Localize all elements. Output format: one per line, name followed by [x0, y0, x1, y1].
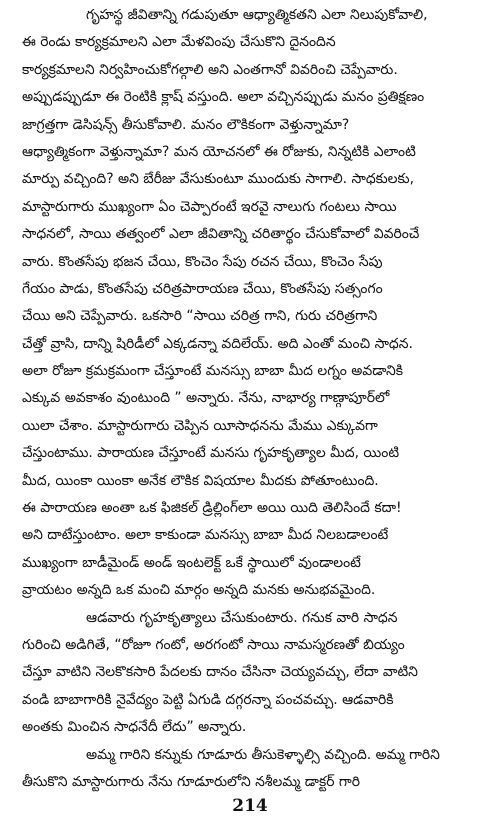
- text-line: ముఖ్యంగా బాడీమైండ్ అండ్ ఇంటలెక్ట్ ఒకే స్థాయిలో వుండాలంటే: [22, 554, 361, 571]
- text-line: సాధనలో, సాయి తత్వంలో ఎలా జీవితాన్ని చరితార్థం చేసుకోవాలో వివరించే: [22, 226, 420, 243]
- text-line: మాస్టారుగారు ముఖ్యంగా ఏం చెప్పారంటే ఇరవై నాలుగు గంటలు సాయి: [22, 198, 397, 215]
- text-line: చేస్తూ వాటిని నెలకొకసారి పేదలకు దానం చేసినా చెయ్యవచ్చు, లేదా వాటిని: [22, 664, 418, 681]
- text-line: వ్రాయటం అన్నది ఒక మంచి మార్గం అన్నది మనకు అనుభవమైంది.: [22, 582, 376, 599]
- text-line: ఈ పారాయణ అంతా ఒక ఫిజికల్ డ్రిల్లింగ్‌లా అయి యిది తెలిసిందే కదా!: [22, 500, 402, 517]
- text-line: వండి బాబాగారికి నైవేద్యం పెట్టి ఏగుడి దగ్గరన్నా పంచవచ్చు. ఆడవారికి: [22, 691, 394, 708]
- text-line: అని దాటేస్తుంటాం. అలా కాకుండా మనస్సు బాబా మీద నిలబడాలంటే: [22, 527, 389, 544]
- text-line: చేయి అని చెప్పేవారు. ఒకసారి “సాయి చరిత్ర గాని, గురు చరిత్రగాని: [22, 308, 378, 325]
- text-line: మార్పు వచ్చింది? అని బేరీజు వేసుకుంటూ ముందుకు సాగాలి. సాధకులకు,: [22, 171, 415, 188]
- text-line: గురించి అడిగితే, “రోజూ గంటో, అరగంటో సాయి నామస్మరణతో బియ్యం: [22, 636, 405, 653]
- body-text: [22, 2, 488, 796]
- text-line: గృహస్థ జీవితాన్ని గడుపుతూ ఆధ్యాత్మికతని ఎలా నిలుపుకోవాలి,: [86, 7, 428, 23]
- text-line: కార్యక్రమాలని నిర్వహించుకోగల్గాలి అని ఎంతగానో వివరించి చెప్పేవారు.: [22, 61, 398, 78]
- text-line: అప్పుడప్పుడూ ఈ రెంటికి క్లాష్ వస్తుంది. అలా వచ్చినప్పుడు మనం ప్రతిక్షణం: [22, 89, 425, 106]
- text-line: ఈ రెండు కార్యక్రమాలని ఎలా మేళవింపు చేసుకొని దైనందిన: [22, 34, 336, 51]
- text-line: యిలా చేశాం. మాస్టారుగారు చెప్పిన యీసాధనను మేము ఎక్కువగా: [22, 417, 378, 434]
- text-line: అంతకు మించిన సాధనేదీ లేదు” అన్నారు.: [22, 719, 247, 736]
- text-line: తీసుకొని మాస్టారుగారు నేను గూడూరులోని నశీలమ్మ డాక్టర్ గారి: [22, 773, 360, 790]
- text-line: గేయం పాడు, కొంతసేపు చరిత్రపారాయణ చేయి, కొంతసేపు సత్సంగం: [22, 280, 383, 297]
- page-number: 214: [232, 796, 268, 816]
- text-line: అమ్మ గారిని కన్నుకు గూడూరు తీసుకెళ్ళాల్సి వచ్చింది. అమ్మ గారిని: [86, 746, 440, 763]
- text-line: చేత్తో వ్రాసి, దాన్ని షిరిడీలో ఎక్కడన్నా వదిలేయ్. అది ఎంతో మంచి సాధన.: [22, 335, 413, 352]
- text-line: మీద, యింకా యింకా అనేక లౌకిక విషయాల మీదకు పోతూంటుంది.: [22, 472, 379, 489]
- text-line: చేస్తుంటాము. పారాయణ చేస్తూంటే మనసు గృహకృత్యాల మీద, యింటి: [22, 445, 400, 462]
- text-line: ఆడవారు గృహకృత్యాలు చేసుకుంటారు. గనుక వారి సాధన: [86, 609, 398, 626]
- text-line: ఆధ్యాత్మికంగా వెళ్తున్నామా? మన యోచనలో ఈ రోజుకు, నిన్నటికి ఎలాంటి: [22, 143, 416, 160]
- text-line: ఎక్కువ అవకాశం వుంటుంది ” అన్నారు. నేను, నాభార్య గాణ్గాపూర్‌లో: [22, 390, 390, 407]
- text-line: అలా రోజూ క్రమక్రమంగా చేస్తూంటే మనస్సు బాబా మీద లగ్నం అవడానికి: [22, 363, 403, 380]
- text-line: జాగ్రత్తగా డెసిషన్స్ తీసుకోవాలి. మనం లౌకికంగా వెళ్తున్నామా?: [22, 116, 350, 133]
- text-line: వారు. కొంతసేపు భజన చేయి, కొంచెం సేపు రచన చేయి, కొంచెం సేపు: [22, 253, 383, 270]
